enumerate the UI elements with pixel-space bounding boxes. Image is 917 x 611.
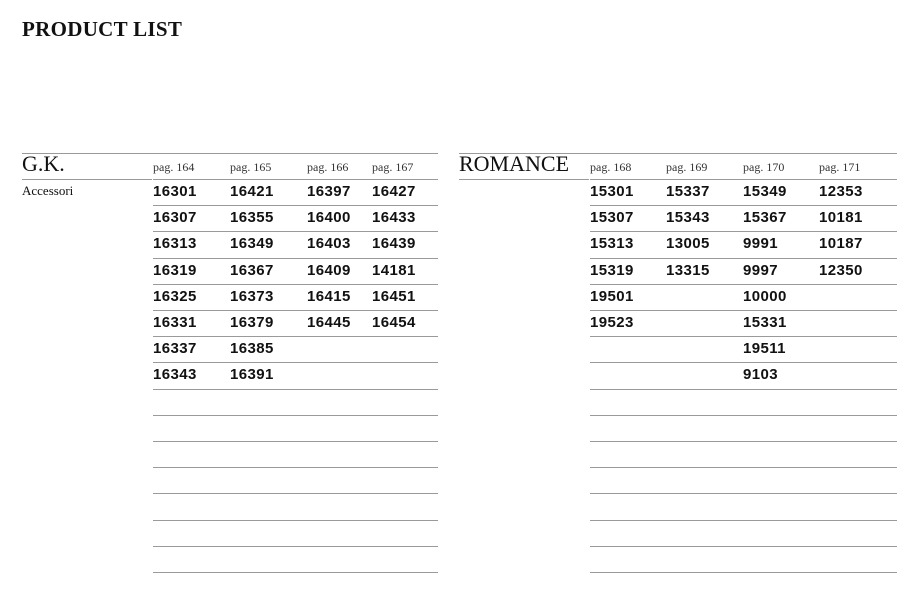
product-code: 13315 [666, 261, 710, 279]
product-grid [590, 150, 897, 574]
product-code: 15319 [590, 261, 634, 279]
product-code: 10000 [743, 287, 787, 305]
product-code: 16409 [307, 261, 351, 279]
product-code: 10187 [819, 235, 863, 253]
row-divider [153, 572, 438, 573]
page-number-header: pag. 169 [666, 160, 708, 174]
row-divider [590, 389, 897, 390]
row-divider [590, 415, 897, 416]
product-code: 16379 [230, 314, 274, 331]
product-code: 16319 [153, 261, 197, 279]
product-code: 16373 [230, 287, 274, 305]
row-divider [590, 231, 897, 232]
row-divider [590, 572, 897, 573]
row-divider [153, 179, 438, 180]
row-divider [153, 441, 438, 442]
product-code: 9997 [743, 261, 778, 279]
product-code: 10181 [819, 209, 863, 227]
section-romance [459, 150, 897, 580]
row-divider [153, 389, 438, 390]
product-code: 15307 [590, 209, 634, 227]
row-divider [590, 284, 897, 285]
row-divider [590, 310, 897, 311]
product-code: 14181 [372, 261, 416, 279]
product-code: 16400 [307, 209, 351, 227]
page-number-header: pag. 168 [590, 160, 632, 174]
row-divider [590, 205, 897, 206]
row-divider [590, 441, 897, 442]
product-code: 16439 [372, 235, 416, 253]
row-divider [153, 336, 438, 337]
row-divider [153, 415, 438, 416]
product-code: 16349 [230, 235, 274, 253]
product-code: 16451 [372, 287, 416, 305]
product-code: 19501 [590, 287, 634, 305]
product-code: 16307 [153, 209, 197, 227]
row-divider [590, 179, 897, 180]
page-number-header: pag. 164 [153, 160, 195, 174]
product-code: 16367 [230, 261, 274, 279]
product-code: 16433 [372, 209, 416, 227]
product-code: 16445 [307, 314, 351, 331]
product-code: 16403 [307, 235, 351, 253]
row-divider [153, 546, 438, 547]
product-code: 19523 [590, 314, 634, 331]
row-divider [590, 336, 897, 337]
row-divider [590, 362, 897, 363]
product-code: 16391 [230, 366, 274, 384]
product-code: 16301 [153, 183, 197, 200]
product-code: 16313 [153, 235, 197, 253]
product-grid [153, 150, 438, 574]
product-code: 9991 [743, 235, 778, 253]
product-code: 19511 [743, 340, 786, 358]
row-divider [590, 467, 897, 468]
product-code: 16355 [230, 209, 274, 227]
product-code: 12353 [819, 183, 863, 200]
product-code: 16325 [153, 287, 197, 305]
row-divider [590, 520, 897, 521]
product-code: 12350 [819, 261, 863, 279]
product-code: 15301 [590, 183, 634, 200]
section-name: ROMANCE [459, 151, 570, 176]
product-code: 16415 [307, 287, 351, 305]
product-code: 13005 [666, 235, 710, 253]
row-divider [153, 310, 438, 311]
product-code: 9103 [743, 366, 778, 384]
row-divider [153, 362, 438, 363]
page-number-header: pag. 166 [307, 160, 349, 174]
product-code: 16337 [153, 340, 197, 358]
product-code: 15331 [743, 314, 787, 331]
product-code: 15349 [743, 183, 787, 200]
product-code: 16454 [372, 314, 416, 331]
product-code: 16397 [307, 183, 351, 200]
row-divider [153, 520, 438, 521]
page-number-header: pag. 171 [819, 160, 861, 174]
section-name-rule [459, 179, 589, 180]
section-name-rule [22, 179, 152, 180]
product-code: 16331 [153, 314, 197, 331]
row-divider [153, 258, 438, 259]
row-divider [153, 467, 438, 468]
section-subtitle: Accessori [22, 183, 74, 198]
product-code: 15337 [666, 183, 710, 200]
product-code: 15367 [743, 209, 787, 227]
product-code: 15313 [590, 235, 634, 253]
page-number-header: pag. 167 [372, 160, 414, 174]
section-gk [22, 150, 438, 580]
product-code: 15343 [666, 209, 710, 227]
page-title: PRODUCT LIST [22, 17, 183, 41]
row-divider [590, 546, 897, 547]
row-divider [590, 493, 897, 494]
row-divider [153, 231, 438, 232]
section-name: G.K. [22, 151, 65, 176]
row-divider [153, 205, 438, 206]
product-code: 16427 [372, 183, 416, 200]
row-divider [153, 284, 438, 285]
product-code: 16385 [230, 340, 274, 358]
row-divider [153, 493, 438, 494]
product-code: 16421 [230, 183, 274, 200]
page-number-header: pag. 165 [230, 160, 272, 174]
page-number-header: pag. 170 [743, 160, 785, 174]
row-divider [590, 258, 897, 259]
product-code: 16343 [153, 366, 197, 384]
